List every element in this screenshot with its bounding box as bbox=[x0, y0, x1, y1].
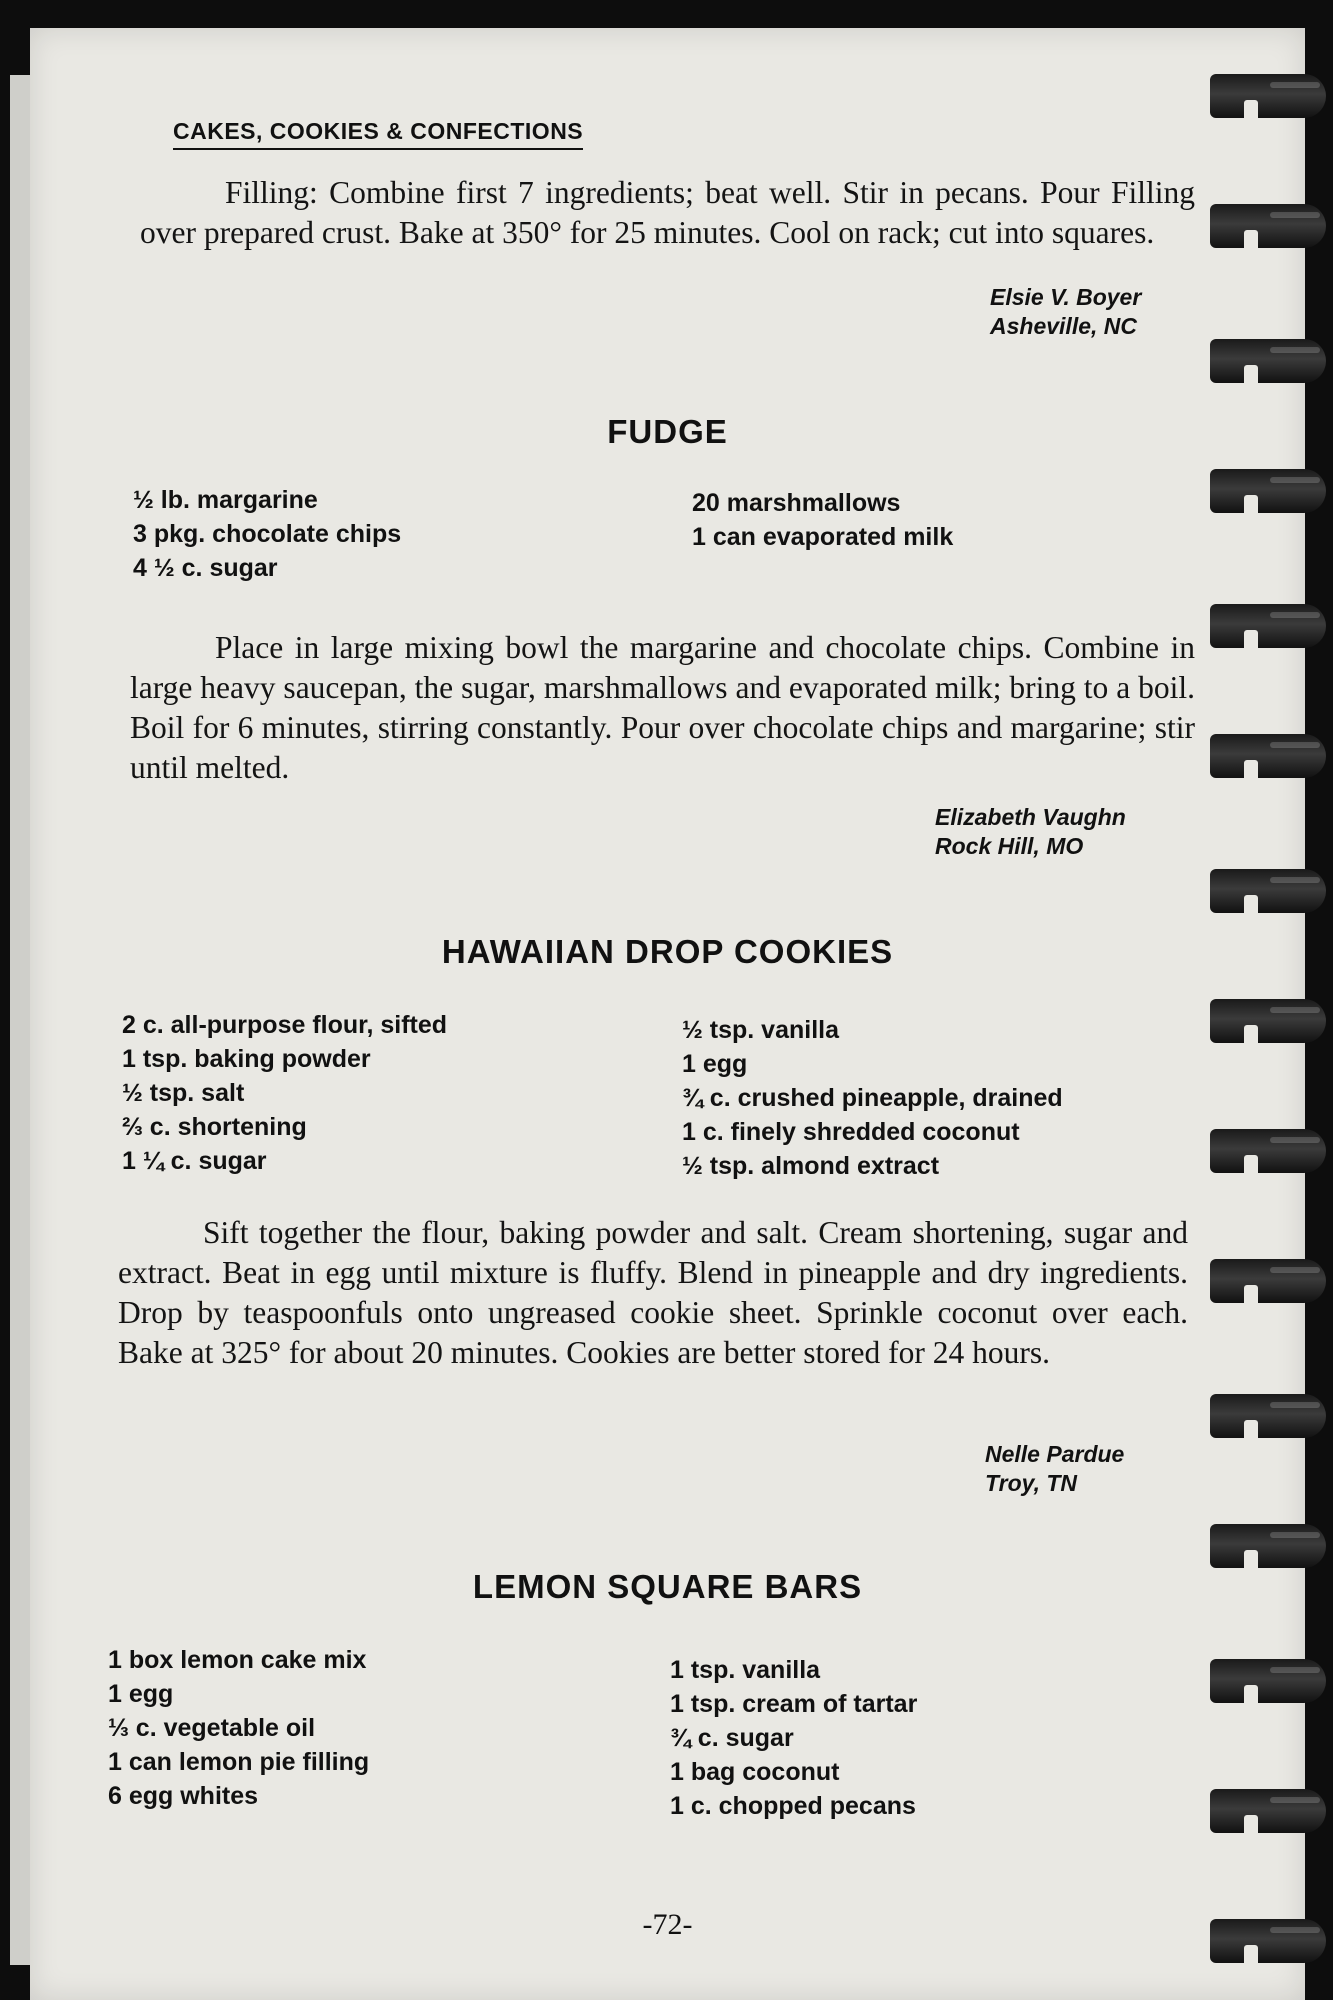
attribution-author: Nelle Pardue bbox=[985, 1441, 1125, 1467]
ingredient-item: 1 tsp. cream of tartar bbox=[670, 1690, 918, 1718]
binding-coil bbox=[1210, 190, 1330, 260]
recipe-title-fudge: FUDGE bbox=[607, 413, 728, 450]
binding-coil bbox=[1210, 455, 1330, 525]
binding-coil bbox=[1210, 985, 1330, 1055]
binding-coil bbox=[1210, 1510, 1330, 1580]
lemon-ingredients-right bbox=[670, 1653, 917, 1823]
page-number: -72- bbox=[642, 1908, 693, 1941]
intro-paragraph bbox=[140, 173, 1195, 253]
ingredient-item: ½ tsp. salt bbox=[122, 1079, 245, 1107]
hawaiian-ingredients-left bbox=[122, 1008, 447, 1178]
ingredient-item: 1 egg bbox=[108, 1680, 174, 1708]
ingredient-item: 20 marshmallows bbox=[692, 489, 901, 517]
hawaiian-attribution bbox=[985, 1440, 1124, 1498]
intro-text: Filling: Combine first 7 ingredients; beat well. Stir in pecans. Pour Filling over prepared crust. Bake at 350° for 25 minutes. Cool on rack; cut into squares. bbox=[140, 175, 1195, 250]
ingredient-item: 1 tsp. baking powder bbox=[122, 1045, 371, 1073]
ingredient-item: 1 bag coconut bbox=[670, 1758, 840, 1786]
ingredient-item: ¾ c. sugar bbox=[670, 1724, 794, 1752]
recipe-title-lemon: LEMON SQUARE BARS bbox=[472, 1568, 863, 1605]
ingredient-item: 3 pkg. chocolate chips bbox=[133, 520, 402, 548]
binding-coil bbox=[1210, 325, 1330, 395]
ingredient-item: ½ tsp. almond extract bbox=[682, 1152, 940, 1180]
ingredient-item: ½ tsp. vanilla bbox=[682, 1016, 840, 1044]
ingredient-item: 1 c. finely shredded coconut bbox=[682, 1118, 1020, 1146]
attribution-author: Elizabeth Vaughn bbox=[935, 804, 1126, 830]
attribution-location: Asheville, NC bbox=[990, 313, 1137, 339]
binding-coil bbox=[1210, 1245, 1330, 1315]
binding-coil bbox=[1210, 1380, 1330, 1450]
ingredient-item: 1 can evaporated milk bbox=[692, 523, 954, 551]
ingredient-item: 1 c. chopped pecans bbox=[670, 1792, 916, 1820]
ingredient-item: 2 c. all-purpose flour, sifted bbox=[122, 1011, 448, 1039]
fudge-ingredients-right bbox=[692, 486, 953, 554]
fudge-directions bbox=[130, 628, 1195, 788]
attribution-location: Troy, TN bbox=[985, 1470, 1078, 1496]
ingredient-item: 1 egg bbox=[682, 1050, 748, 1078]
ingredient-item: ½ lb. margarine bbox=[133, 486, 318, 514]
ingredient-item: 4 ½ c. sugar bbox=[133, 554, 278, 582]
page-stack-edge bbox=[10, 75, 32, 1965]
binding-coil bbox=[1210, 1775, 1330, 1845]
hawaiian-ingredients-right bbox=[682, 1013, 1063, 1183]
ingredient-item: 1 tsp. vanilla bbox=[670, 1656, 821, 1684]
spiral-binding bbox=[1200, 0, 1333, 2000]
ingredient-item: 1 ¼ c. sugar bbox=[122, 1147, 267, 1175]
fudge-directions-text: Place in large mixing bowl the margarine and chocolate chips. Combine in large heavy saucepan, the sugar, marshmallows and evaporated milk; bring to a boil. Boil for 6 minutes, stirring constantly. Pour over chocolate chips and margarine; stir until melted. bbox=[130, 630, 1195, 785]
fudge-attribution bbox=[935, 803, 1126, 861]
binding-coil bbox=[1210, 855, 1330, 925]
ingredient-item: ⅔ c. shortening bbox=[122, 1113, 307, 1141]
ingredient-item: 1 can lemon pie filling bbox=[108, 1748, 370, 1776]
intro-attribution bbox=[990, 283, 1141, 341]
hawaiian-directions bbox=[118, 1213, 1188, 1373]
binding-coil bbox=[1210, 590, 1330, 660]
ingredient-item: ¾ c. crushed pineapple, drained bbox=[682, 1084, 1063, 1112]
recipe-title-hawaiian: HAWAIIAN DROP COOKIES bbox=[441, 933, 894, 970]
binding-coil bbox=[1210, 1645, 1330, 1715]
binding-coil bbox=[1210, 1905, 1330, 1975]
binding-coil bbox=[1210, 60, 1330, 130]
lemon-ingredients-left bbox=[108, 1643, 369, 1813]
cookbook-page bbox=[30, 28, 1305, 2000]
attribution-location: Rock Hill, MO bbox=[935, 833, 1084, 859]
attribution-author: Elsie V. Boyer bbox=[990, 284, 1142, 310]
section-header: CAKES, COOKIES & CONFECTIONS bbox=[173, 118, 583, 150]
ingredient-item: 1 box lemon cake mix bbox=[108, 1646, 367, 1674]
ingredient-item: 6 egg whites bbox=[108, 1782, 259, 1810]
hawaiian-directions-text: Sift together the flour, baking powder and salt. Cream shortening, sugar and extract. Beat in egg until mixture is fluffy. Blend in pineapple and dry ingredients. Drop by teaspoonfuls onto ungreased cookie sheet. Sprinkle coconut over each. Bake at 325° for about 20 minutes. Cookies are better stored for 24 hours. bbox=[118, 1215, 1188, 1370]
fudge-ingredients-left bbox=[133, 483, 401, 585]
binding-coil bbox=[1210, 720, 1330, 790]
binding-coil bbox=[1210, 1115, 1330, 1185]
ingredient-item: ⅓ c. vegetable oil bbox=[108, 1714, 316, 1742]
